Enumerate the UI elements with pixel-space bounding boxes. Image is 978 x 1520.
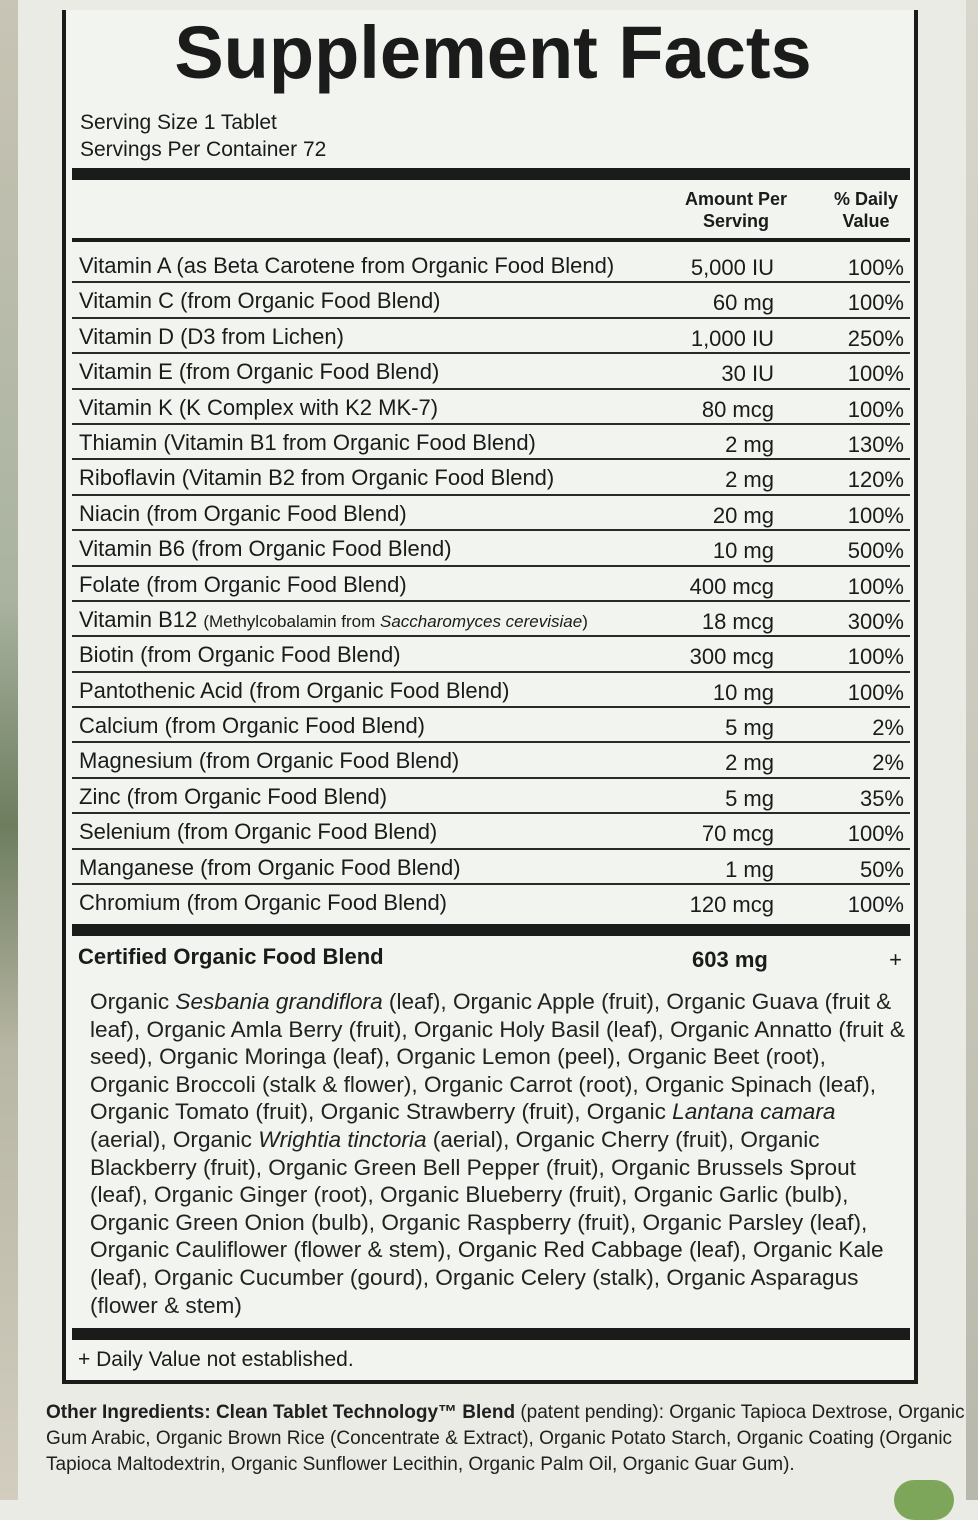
- nutrient-amount: 30 IU: [721, 361, 774, 387]
- nutrient-name: [79, 713, 425, 739]
- nutrient-amount: 18 mcg: [701, 608, 774, 634]
- nutrient-name: [79, 501, 407, 527]
- nutrient-daily-value: 100%: [847, 290, 904, 316]
- nutrient-name-main: Vitamin A (as Beta Carotene from Organic Food Blend): [79, 253, 615, 278]
- page-title: Supplement Facts: [174, 11, 812, 94]
- nutrient-table: [72, 248, 910, 920]
- ingredient-text: (aerial), Organic Cherry (fruit), Organic Blackberry (fruit), Organic Green Bell Pepper (fruit), Organic Brussels Sprout (leaf), Organic Ginger (root), Organic Blueberry (fruit), Organic Garlic (bulb), Organic Green Onion (bulb), Organic Raspberry (fruit), Organic Parsley (leaf), Organic Cauliflower (flower & stem), Organic Red Cabbage (leaf), Organic Kale (leaf), Organic Cucumber (gourd), Organic Celery (stalk), Organic Asparagus (flower & stem): [90, 1126, 884, 1318]
- background-edge-right: [966, 0, 978, 1500]
- nutrient-amount: 5 mg: [725, 785, 774, 811]
- table-row: [72, 567, 910, 602]
- serving-size: Serving Size 1 Tablet: [80, 111, 277, 134]
- blend-daily-value: +: [889, 947, 902, 972]
- nutrient-amount: 1 mg: [725, 856, 774, 882]
- nutrient-amount: 1,000 IU: [690, 325, 774, 351]
- background-edge-left: [0, 0, 18, 1500]
- nutrient-name: [79, 607, 588, 633]
- nutrient-name: [79, 324, 344, 350]
- other-ingredients: [46, 1400, 966, 1478]
- nutrient-name-main: Folate (from Organic Food Blend): [79, 571, 407, 597]
- nutrient-name: [79, 819, 437, 845]
- nutrient-daily-value: 100%: [847, 573, 904, 599]
- nutrient-name: [79, 430, 536, 456]
- footnote: + Daily Value not established.: [78, 1348, 354, 1371]
- nutrient-daily-value: 250%: [847, 325, 904, 351]
- nutrient-name: [79, 253, 614, 279]
- table-row: [72, 885, 910, 920]
- thick-divider-bottom: [72, 1328, 910, 1340]
- nutrient-amount: 10 mg: [712, 679, 774, 705]
- nutrient-name-main: Zinc (from Organic Food Blend): [79, 783, 388, 809]
- ingredient-species-name: Lantana camara: [672, 1099, 836, 1125]
- nutrient-daily-value: 35%: [859, 785, 904, 811]
- nutrient-name-main: Riboflavin (Vitamin B2 from Organic Food Blend): [79, 465, 555, 491]
- nutrient-amount: 300 mcg: [689, 644, 774, 670]
- nutrient-daily-value: 300%: [847, 608, 904, 634]
- nutrient-name: [79, 288, 441, 314]
- nutrient-name: [79, 890, 447, 916]
- nutrient-name-main: Magnesium (from Organic Food Blend): [79, 748, 460, 774]
- nutrient-detail-text: (Methylcobalamin from: [203, 611, 381, 631]
- nutrient-amount: 2 mg: [725, 431, 774, 457]
- nutrient-name-main: Calcium (from Organic Food Blend): [79, 713, 426, 739]
- nutrient-name-main: Vitamin K (K Complex with K2 MK-7): [79, 394, 439, 420]
- table-row: [72, 460, 910, 495]
- nutrient-name-main: Vitamin E (from Organic Food Blend): [79, 359, 440, 385]
- nutrient-daily-value: 100%: [847, 396, 904, 422]
- nutrient-name: [79, 748, 459, 774]
- nutrient-name-main: Thiamin (Vitamin B1 from Organic Food Blend): [79, 429, 536, 455]
- nutrient-amount: 2 mg: [725, 750, 774, 776]
- nutrient-name-main: Vitamin D (D3 from Lichen): [79, 323, 344, 349]
- nutrient-amount: 10 mg: [712, 538, 774, 564]
- table-row: [72, 673, 910, 708]
- column-header-daily-value: % Daily Value: [833, 189, 899, 231]
- nutrient-name-main: Vitamin B6 (from Organic Food Blend): [79, 536, 452, 562]
- nutrient-name-main: Pantothenic Acid (from Organic Food Blend): [79, 677, 510, 703]
- nutrient-name-main: Niacin (from Organic Food Blend): [79, 500, 407, 526]
- table-row: [72, 248, 910, 283]
- table-row: [72, 814, 910, 849]
- nutrient-daily-value: 100%: [847, 644, 904, 670]
- table-row: [72, 425, 910, 460]
- ingredient-species-name: Sesbania grandiflora: [175, 989, 383, 1014]
- nutrient-amount: 20 mg: [712, 502, 774, 528]
- nutrient-detail-close: ): [582, 611, 588, 631]
- table-row: [72, 637, 910, 672]
- table-row: [72, 354, 910, 389]
- column-header-amount: Amount Per Serving: [684, 189, 787, 231]
- nutrient-name-main: Selenium (from Organic Food Blend): [79, 819, 438, 845]
- nutrient-name-main: Vitamin B12: [79, 606, 198, 632]
- nutrient-daily-value: 130%: [847, 431, 904, 457]
- nutrient-daily-value: 100%: [847, 892, 904, 918]
- nutrient-name-main: Manganese (from Organic Food Blend): [79, 854, 461, 880]
- nutrient-name-detail: [203, 612, 588, 631]
- decorative-green-shape: [894, 1480, 954, 1520]
- blend-name: Certified Organic Food Blend: [78, 944, 384, 969]
- nutrient-daily-value: 100%: [847, 361, 904, 387]
- nutrient-name: [79, 784, 387, 810]
- nutrient-amount: 120 mcg: [689, 892, 774, 918]
- nutrient-daily-value: 100%: [847, 255, 904, 280]
- thick-divider-middle: [72, 924, 910, 936]
- blend-amount: 603 mg: [692, 947, 768, 972]
- nutrient-daily-value: 2%: [872, 750, 904, 776]
- nutrient-amount: 2 mg: [725, 467, 774, 493]
- ingredient-text: (aerial), Organic: [90, 1126, 259, 1152]
- ingredient-species-name: Wrightia tinctoria: [258, 1126, 427, 1152]
- table-row: [72, 283, 910, 318]
- nutrient-name: [79, 678, 509, 704]
- nutrient-name: [79, 642, 401, 668]
- nutrient-daily-value: 50%: [859, 856, 904, 882]
- nutrient-detail-species: Saccharomyces cerevisiae: [380, 611, 583, 631]
- table-row: [72, 708, 910, 743]
- nutrient-name: [79, 536, 452, 562]
- nutrient-daily-value: 2%: [872, 715, 904, 741]
- nutrient-name: [79, 855, 461, 881]
- nutrient-name: [79, 572, 407, 598]
- nutrient-daily-value: 500%: [847, 538, 904, 564]
- nutrient-amount: 5 mg: [725, 715, 774, 741]
- table-row: [72, 496, 910, 531]
- other-ingredients-text: (patent pending): Organic Tapioca Dextrose, Organic Gum Arabic, Organic Brown Rice (Concentrate & Extract), Organic Potato Starch, Organic Coating (Organic Tapioca Maltodextrin, Organic Sunflower Lecithin, Organic Palm Oil, Organic Guar Gum).: [46, 1402, 965, 1475]
- nutrient-amount: 80 mcg: [701, 396, 774, 422]
- table-row: [72, 531, 910, 566]
- table-row: [72, 602, 910, 637]
- blend-ingredients: [90, 988, 908, 1319]
- table-row: [72, 390, 910, 425]
- nutrient-amount: 60 mg: [712, 290, 774, 316]
- table-row: [72, 319, 910, 354]
- nutrient-name: [79, 395, 438, 421]
- nutrient-amount: 400 mcg: [689, 573, 774, 599]
- other-ingredients-label: Other Ingredients: Clean Tablet Technology™ Blend: [46, 1402, 516, 1423]
- table-row: [72, 779, 910, 814]
- ingredient-text: Organic: [90, 989, 176, 1014]
- nutrient-name-main: Vitamin C (from Organic Food Blend): [79, 288, 441, 314]
- nutrient-daily-value: 100%: [847, 502, 904, 528]
- ingredient-text: (leaf), Organic Apple (fruit), Organic Guava (fruit & leaf), Organic Amla Berry (fruit), Organic Holy Basil (leaf), Organic Annatto (fruit & seed), Organic Moringa (leaf), Organic Lemon (peel), Organic Beet (root), Organic Broccoli (stalk & flower), Organic Carrot (root), Organic Spinach (leaf), Organic Tomato (fruit), Organic Strawberry (fruit), Organic: [90, 989, 905, 1125]
- nutrient-name-main: Biotin (from Organic Food Blend): [79, 642, 401, 668]
- nutrient-name: [79, 359, 439, 385]
- thick-divider-top: [72, 168, 910, 180]
- nutrient-name-main: Chromium (from Organic Food Blend): [79, 890, 448, 916]
- nutrient-daily-value: 100%: [847, 679, 904, 705]
- nutrient-amount: 70 mcg: [701, 821, 774, 847]
- servings-per-container: Servings Per Container 72: [80, 138, 327, 161]
- table-row: [72, 743, 910, 778]
- nutrient-name: [79, 465, 554, 491]
- table-row: [72, 850, 910, 885]
- nutrient-daily-value: 100%: [847, 821, 904, 847]
- nutrient-amount: 5,000 IU: [690, 255, 774, 280]
- nutrient-daily-value: 120%: [847, 467, 904, 493]
- header-divider: [72, 238, 910, 242]
